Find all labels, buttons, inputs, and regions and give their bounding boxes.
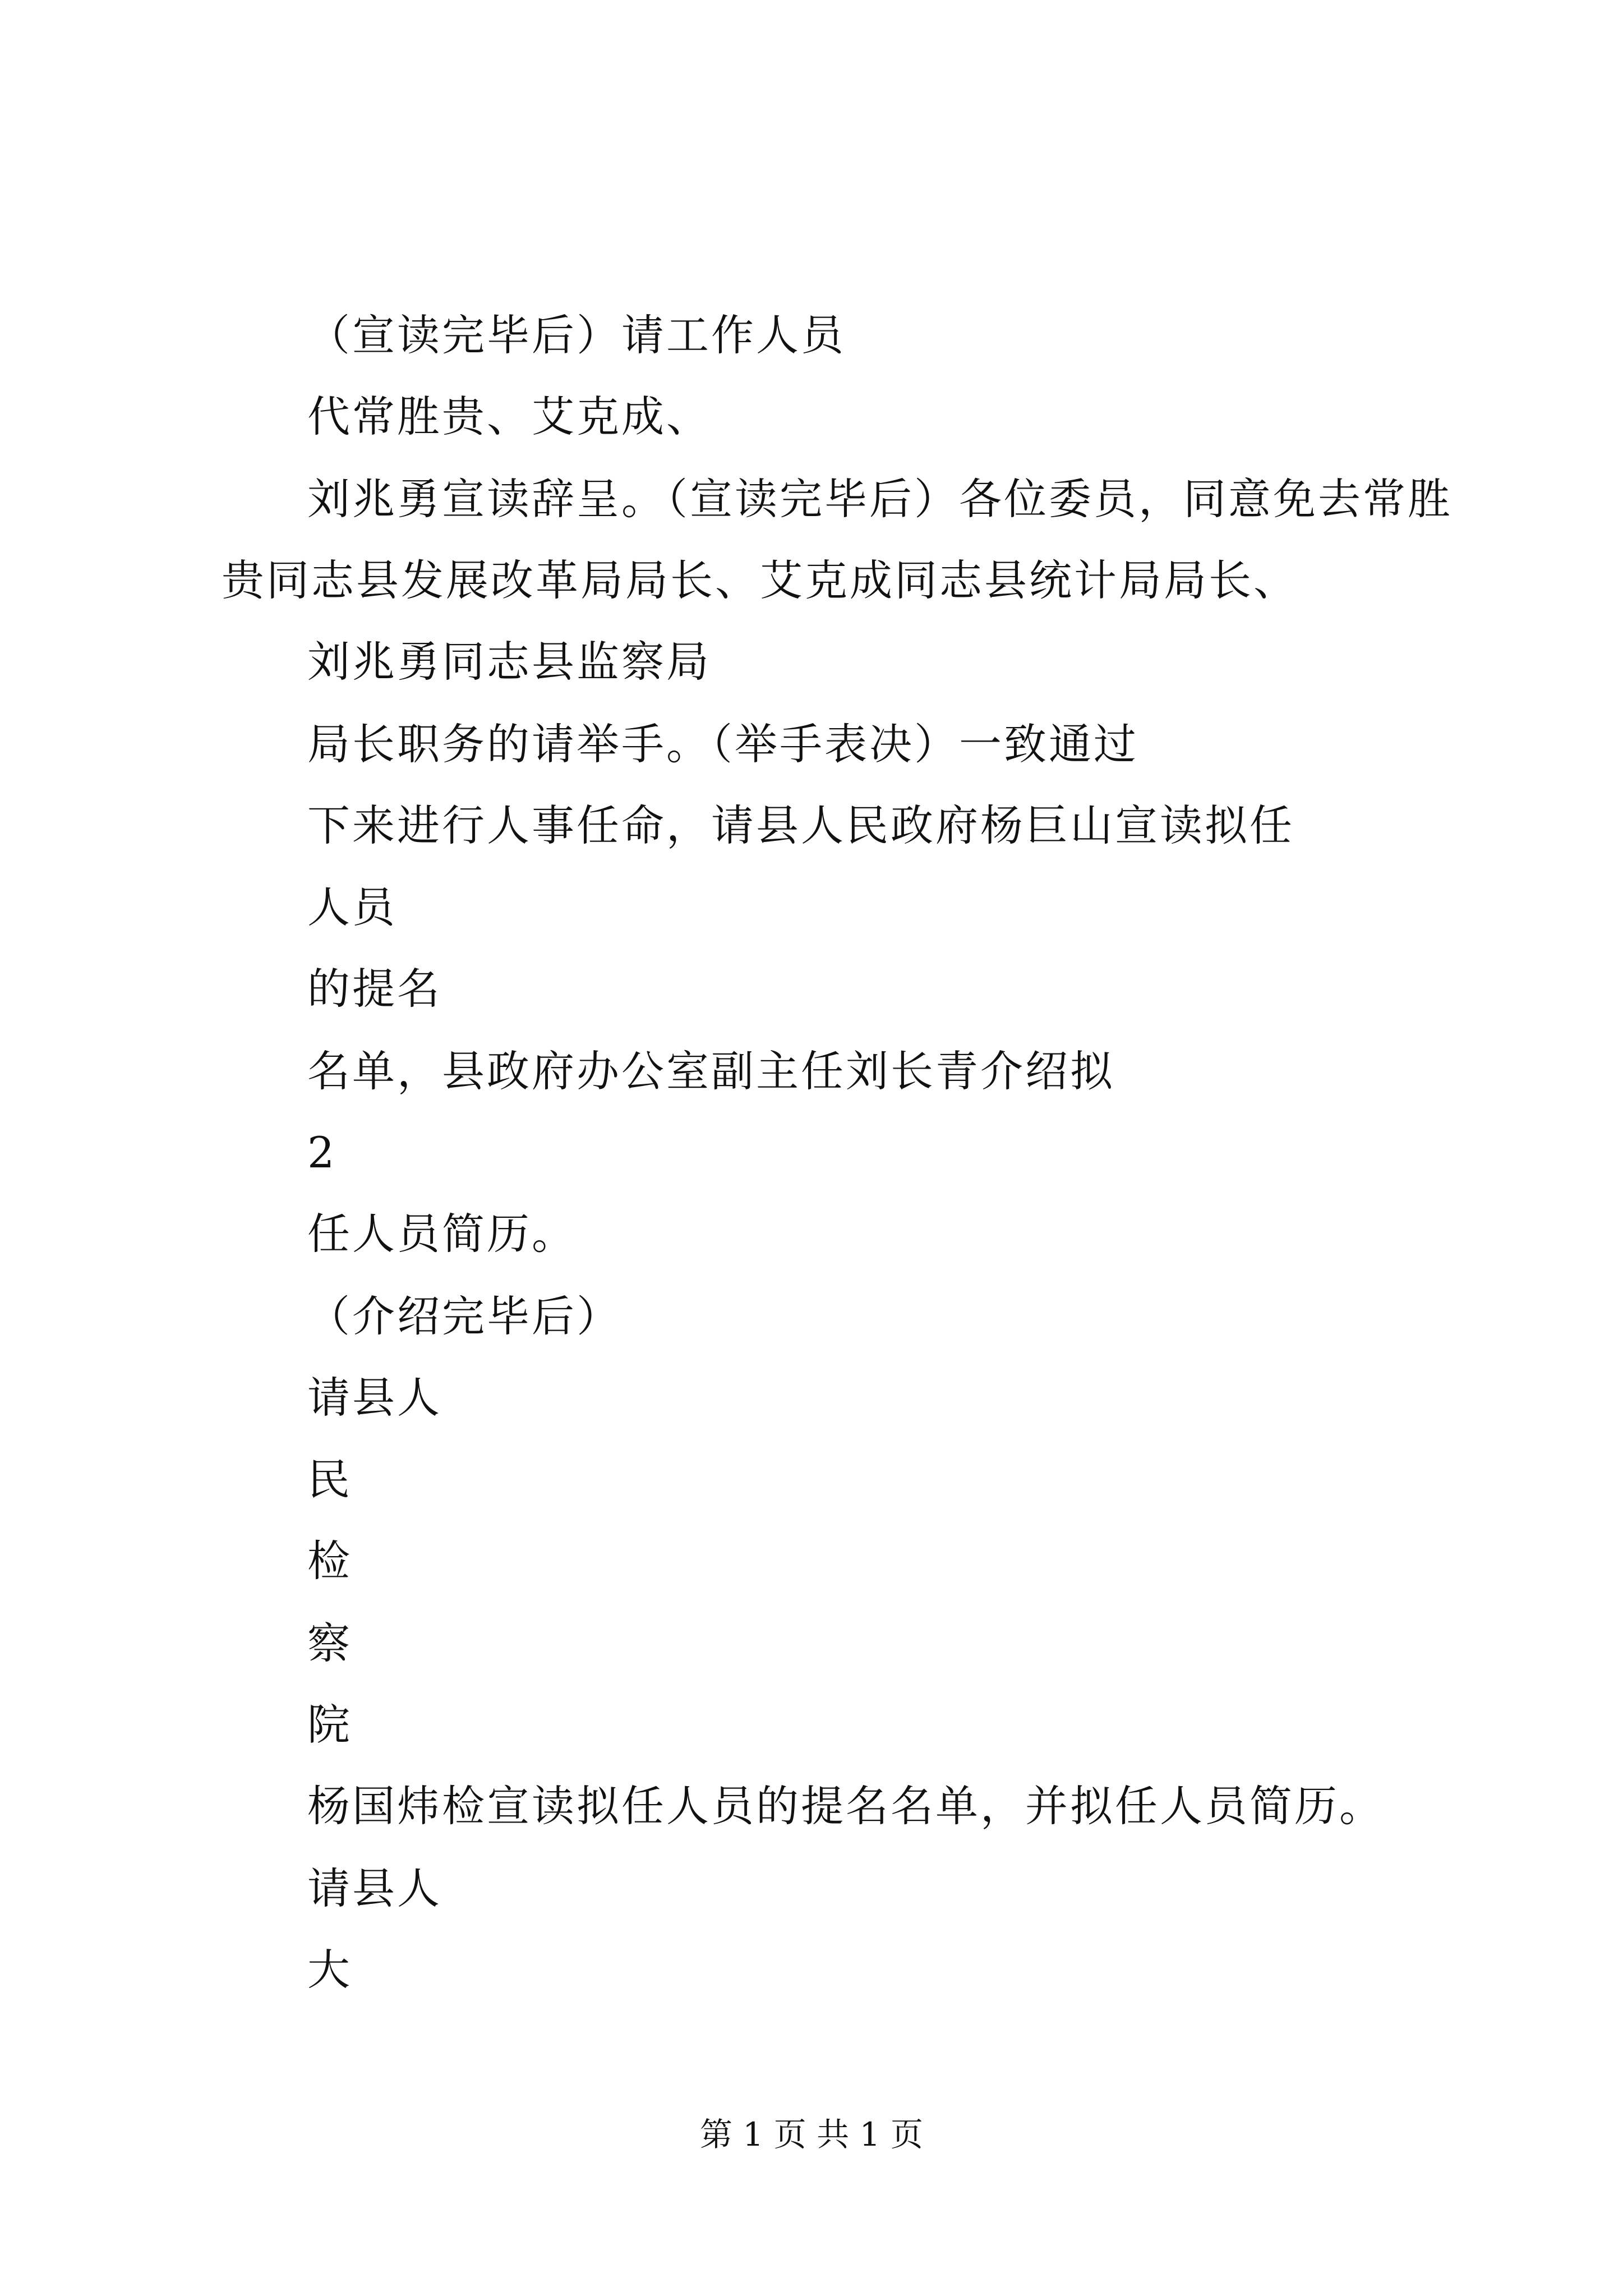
text-line-8: 人员 — [307, 882, 397, 932]
text-line-9: 的提名 — [307, 964, 442, 1014]
text-line-17: 察 — [307, 1618, 352, 1668]
text-line-20: 请县人 — [307, 1864, 442, 1913]
text-line-18: 院 — [307, 1700, 352, 1750]
text-line-16: 检 — [307, 1536, 352, 1586]
text-line-11: 2 — [307, 1128, 337, 1177]
text-line-12: 任人员简历。 — [307, 1209, 577, 1259]
text-line-5: 刘兆勇同志县监察局 — [307, 637, 711, 687]
text-line-14: 请县人 — [307, 1373, 442, 1423]
text-line-6: 局长职务的请举手。（举手表决）一致通过 — [307, 719, 1138, 769]
text-line-15: 民 — [307, 1455, 352, 1504]
text-line-21: 大 — [307, 1945, 352, 1995]
page-footer: 第 1 页 共 1 页 — [700, 2115, 923, 2154]
text-line-13: （介绍完毕后） — [307, 1291, 621, 1341]
text-line-4: 贵同志县发展改革局局长、艾克成同志县统计局局长、 — [222, 555, 1298, 605]
text-line-2: 代常胜贵、艾克成、 — [307, 392, 711, 441]
text-line-7: 下来进行人事任命，请县人民政府杨巨山宣读拟任 — [307, 800, 1294, 850]
text-line-19: 杨国炜检宣读拟任人员的提名名单，并拟任人员简历。 — [307, 1781, 1384, 1831]
text-line-3: 刘兆勇宣读辞呈。（宣读完毕后）各位委员，同意免去常胜 — [307, 474, 1453, 524]
text-line-1: （宣读完毕后）请工作人员 — [307, 310, 846, 360]
text-line-10: 名单，县政府办公室副主任刘长青介绍拟 — [307, 1046, 1115, 1096]
